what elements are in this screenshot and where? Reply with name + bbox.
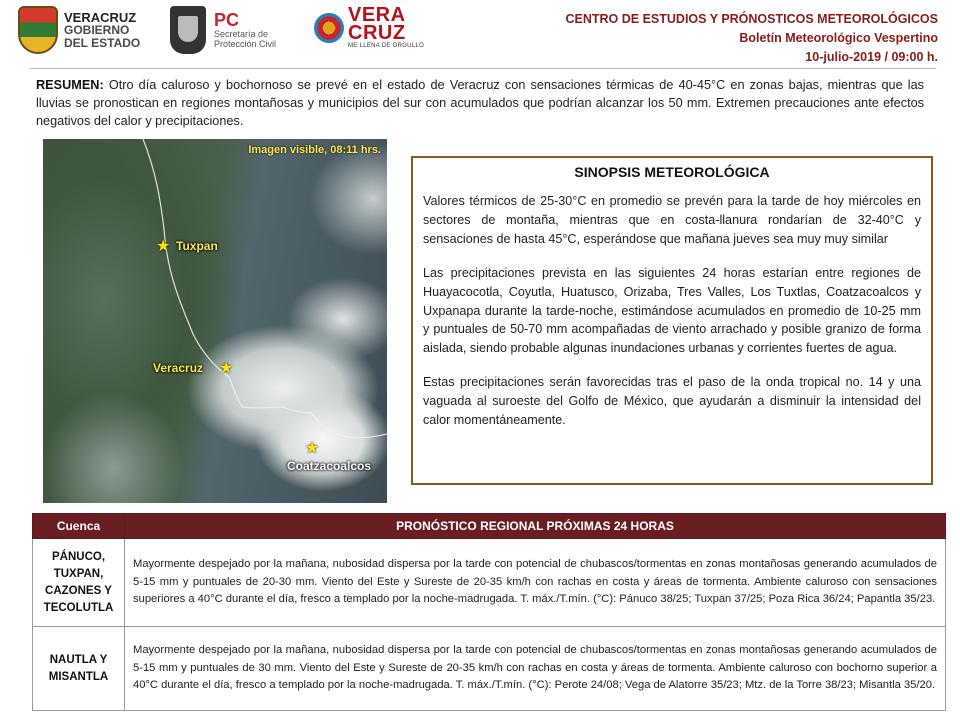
veracruz-brand-text: VERACRUZ bbox=[64, 9, 137, 25]
summary-paragraph bbox=[36, 76, 924, 130]
cuenca-cell: PÁNUCO, TUXPAN, CAZONES Y TECOLUTLA bbox=[33, 539, 125, 627]
regional-forecast-table bbox=[32, 513, 946, 711]
sinopsis-box bbox=[411, 156, 933, 485]
summary-text: Otro día caluroso y bochornoso se prevé en el estado de Veracruz con sensaciones térmicas de 40-45°C en zonas bajas, mientras que las lluvias se pronostican en regiones montañosas y municipios del sur con acumulados que podrían alcanzar los 50 mm. Extremen precauciones ante efectos negativos del calor y precipitaciones. bbox=[36, 78, 924, 128]
coastline-overlay bbox=[43, 139, 387, 503]
veracruz-emblem-icon bbox=[314, 13, 344, 43]
coatzacoalcos-star-icon: ★ bbox=[305, 440, 320, 457]
forecast-cell: Mayormente despejado por la mañana, nubosidad dispersa por la tarde con potencial de chubascos/tormentas en zonas montañosas generando acumulados de 5-15 mm y puntuales de 20-30 mm. Viento del Este y Sureste de 20-35 km/h con rachas en costa y áreas de tormenta. Ambiente caluroso con sensaciones superiores a 40°C durante el día, fresco a templado por la noche-madrugada. T. máx./T.mín. (°C): Pánuco 38/25; Tuxpan 37/25; Poza Rica 36/24; Papantla 35/23. bbox=[125, 539, 946, 627]
bulletin-type: Boletín Meteorológico Vespertino bbox=[739, 31, 938, 45]
bulletin-date: 10-julio-2019 / 09:00 h. bbox=[805, 50, 938, 64]
veracruz-line1: GOBIERNO bbox=[64, 22, 130, 37]
table-row bbox=[33, 539, 946, 627]
sinopsis-paragraph: Valores térmicos de 25-30°C en promedio se prevén para la tarde de hoy miércoles en sectores de montaña, mientras que en costa-llanura rondarían de 32-40°C y sensaciones de hasta 45°C, esperándose que mañana jueves sea muy muy similar bbox=[423, 194, 921, 246]
veracruz-government-logo bbox=[18, 6, 140, 54]
city-label-coatzacoalcos: Coatzacoalcos bbox=[287, 459, 372, 473]
tuxpan-star-icon: ★ bbox=[156, 238, 171, 255]
table-row bbox=[33, 627, 946, 711]
table-header-row bbox=[33, 514, 946, 539]
vc-tagline: ME LLENA DE ORGULLO bbox=[348, 43, 425, 49]
proteccion-civil-logo bbox=[170, 6, 276, 54]
veracruz-star-icon: ★ bbox=[219, 360, 234, 377]
sinopsis-paragraph: Estas precipitaciones serán favorecidas tras el paso de la onda tropical no. 14 y una vaguada al suroeste del Golfo de México, que ayudarán a disminuir la intensidad del calor momentáneamente. bbox=[423, 375, 921, 428]
city-label-veracruz: Veracruz bbox=[153, 361, 204, 375]
bulletin-header bbox=[566, 10, 939, 67]
pc-brand-text: PC bbox=[214, 10, 240, 30]
column-header-cuenca: Cuenca bbox=[33, 514, 125, 539]
pc-line1: Secretaría de bbox=[214, 29, 269, 39]
sinopsis-paragraph: Las precipitaciones prevista en las siguientes 24 horas estarían entre regiones de Huayacocotla, Coyutla, Huatusco, Orizaba, Tres Valles, Los Tuxtlas, Coatzacoalcos y Uxpanapa durante la tarde-noche, estimándose acumulados en promedio de 10-25 mm y puntuales de 50-70 mm acompañadas de viento arrachado y posible granizo de forma aislada, siendo probable algunas inundaciones urbanas y corrientes fuertes de agua. bbox=[423, 265, 921, 356]
satellite-caption: Imagen visible, 08:11 hrs. bbox=[248, 144, 381, 156]
column-header-forecast: PRONÓSTICO REGIONAL PRÓXIMAS 24 HORAS bbox=[125, 514, 946, 539]
city-label-tuxpan: Tuxpan bbox=[176, 239, 218, 253]
header bbox=[0, 0, 960, 68]
sinopsis-title: SINOPSIS METEOROLÓGICA bbox=[574, 164, 770, 180]
summary-label: RESUMEN: bbox=[36, 78, 104, 92]
pc-shield-icon bbox=[170, 6, 206, 54]
vc-brand-bottom: CRUZ bbox=[348, 22, 406, 44]
organization-name: CENTRO DE ESTUDIOS Y PRÓNOSTICOS METEOROLÓGICOS bbox=[565, 12, 938, 26]
vc-brand-top: VERA bbox=[348, 4, 406, 26]
pc-line2: Protección Civil bbox=[214, 39, 277, 49]
veracruz-line2: DEL ESTADO bbox=[64, 35, 141, 50]
veracruz-orgullo-logo bbox=[314, 6, 424, 50]
cuenca-cell: NAUTLA Y MISANTLA bbox=[33, 627, 125, 711]
satellite-image bbox=[43, 139, 387, 503]
forecast-cell: Mayormente despejado por la mañana, nubosidad dispersa por la tarde con potencial de chubascos/tormentas en zonas montañosas generando acumulados de 5-15 mm y puntuales de 30 mm. Viento del Este y Sureste de 20-35 km/h con rachas en costa y áreas de tormenta. Ambiente caluroso con bochorno superior a 40°C durante el día, fresco a templado por la noche-madrugada. T. máx./T.mín. (°C): Perote 24/08; Vega de Alatorre 35/23; Mtz. de la Torre 38/23; Misantla 35/20. bbox=[125, 627, 946, 711]
coat-of-arms-icon bbox=[18, 6, 58, 54]
header-divider bbox=[30, 68, 936, 69]
